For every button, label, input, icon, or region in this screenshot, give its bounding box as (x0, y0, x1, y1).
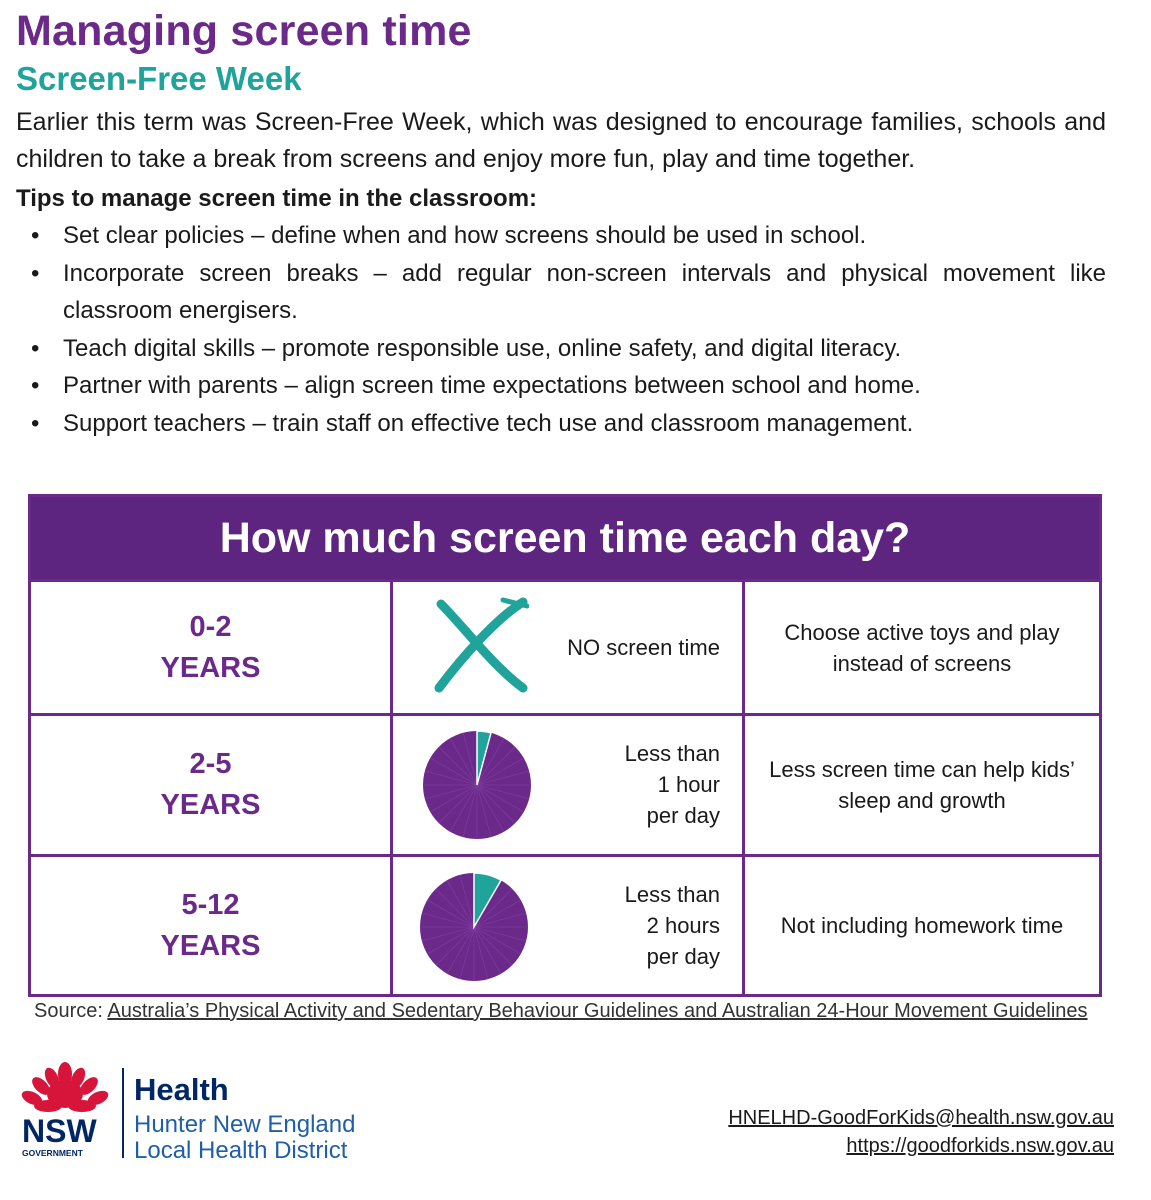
note-cell: Not including homework time (780, 913, 1064, 938)
source-citation (34, 996, 1108, 1027)
limit-line: 2 hours (646, 913, 720, 938)
limit-text (625, 738, 720, 831)
pie-chart-icon (418, 871, 530, 983)
limit-cell (393, 716, 745, 854)
limit-line: per day (646, 944, 720, 969)
page-subtitle: Screen-Free Week (16, 60, 302, 97)
limit-line: per day (646, 803, 720, 828)
tip-item: • Incorporate screen breaks – add regular non-screen intervals and physical movement like classroom energisers. (16, 255, 1106, 330)
limit-cell (393, 582, 745, 713)
limit-text (625, 879, 720, 972)
limit-cell (393, 857, 745, 994)
waratah-logo-icon (18, 1062, 388, 1166)
tips-heading: Tips to manage screen time in the classroom: (16, 185, 538, 212)
tip-item: • Teach digital skills – promote responsible use, online safety, and digital literacy. (16, 330, 1106, 368)
limit-line: 1 hour (657, 772, 720, 797)
age-unit: YEARS (160, 789, 261, 821)
age-range: 0-2 (189, 610, 232, 643)
district-line2: Local Health District (134, 1137, 348, 1164)
government-wordmark: GOVERNMENT (22, 1148, 83, 1158)
limit-text: NO screen time (567, 635, 720, 660)
intro-paragraph: Earlier this term was Screen-Free Week, which was designed to encourage families, schools and children to take a break from screens and enjoy more fun, play and time together. (16, 108, 1106, 173)
age-cell (31, 857, 393, 994)
website-link[interactable]: https://goodforkids.nsw.gov.au (846, 1135, 1114, 1157)
note-cell: Less screen time can help kids’ sleep and growth (769, 757, 1075, 813)
nsw-health-logo (18, 1062, 388, 1171)
email-link[interactable]: HNELHD-GoodForKids@health.nsw.gov.au (728, 1107, 1114, 1129)
tip-item: • Set clear policies – define when and how screens should be used in school. (16, 217, 1106, 255)
age-unit: YEARS (160, 929, 261, 962)
table-title: How much screen time each day? (31, 497, 1099, 579)
age-range: 5-12 (181, 888, 240, 921)
health-wordmark: Health (134, 1072, 229, 1107)
tip-item: • Partner with parents – align screen time expectations between school and home. (16, 367, 1106, 405)
district-line1: Hunter New England (134, 1111, 356, 1138)
pie-chart-icon (421, 729, 533, 841)
age-range: 2-5 (189, 748, 232, 780)
age-cell (31, 582, 393, 713)
limit-line: Less than (624, 882, 720, 907)
note-cell: Choose active toys and play instead of screens (784, 619, 1060, 676)
page-title: Managing screen time (16, 7, 472, 55)
nsw-wordmark: NSW (22, 1113, 97, 1149)
contact-block (728, 1104, 1114, 1160)
age-cell (31, 716, 393, 854)
table-row (31, 579, 1099, 713)
tip-item: • Support teachers – train staff on effective tech use and classroom management. (16, 405, 1106, 443)
age-unit: YEARS (160, 651, 261, 684)
source-link[interactable]: Australia’s Physical Activity and Sedentary Behaviour Guidelines and Australian 24-Hour Movement Guidelines (107, 1000, 1088, 1022)
cross-icon (433, 596, 529, 696)
screen-time-table (28, 494, 1102, 997)
tips-list (16, 217, 1106, 442)
source-label: Source: (34, 1000, 103, 1022)
table-row (31, 713, 1099, 854)
limit-line: Less than (624, 741, 720, 766)
page (16, 6, 1116, 442)
table-row (31, 854, 1099, 994)
